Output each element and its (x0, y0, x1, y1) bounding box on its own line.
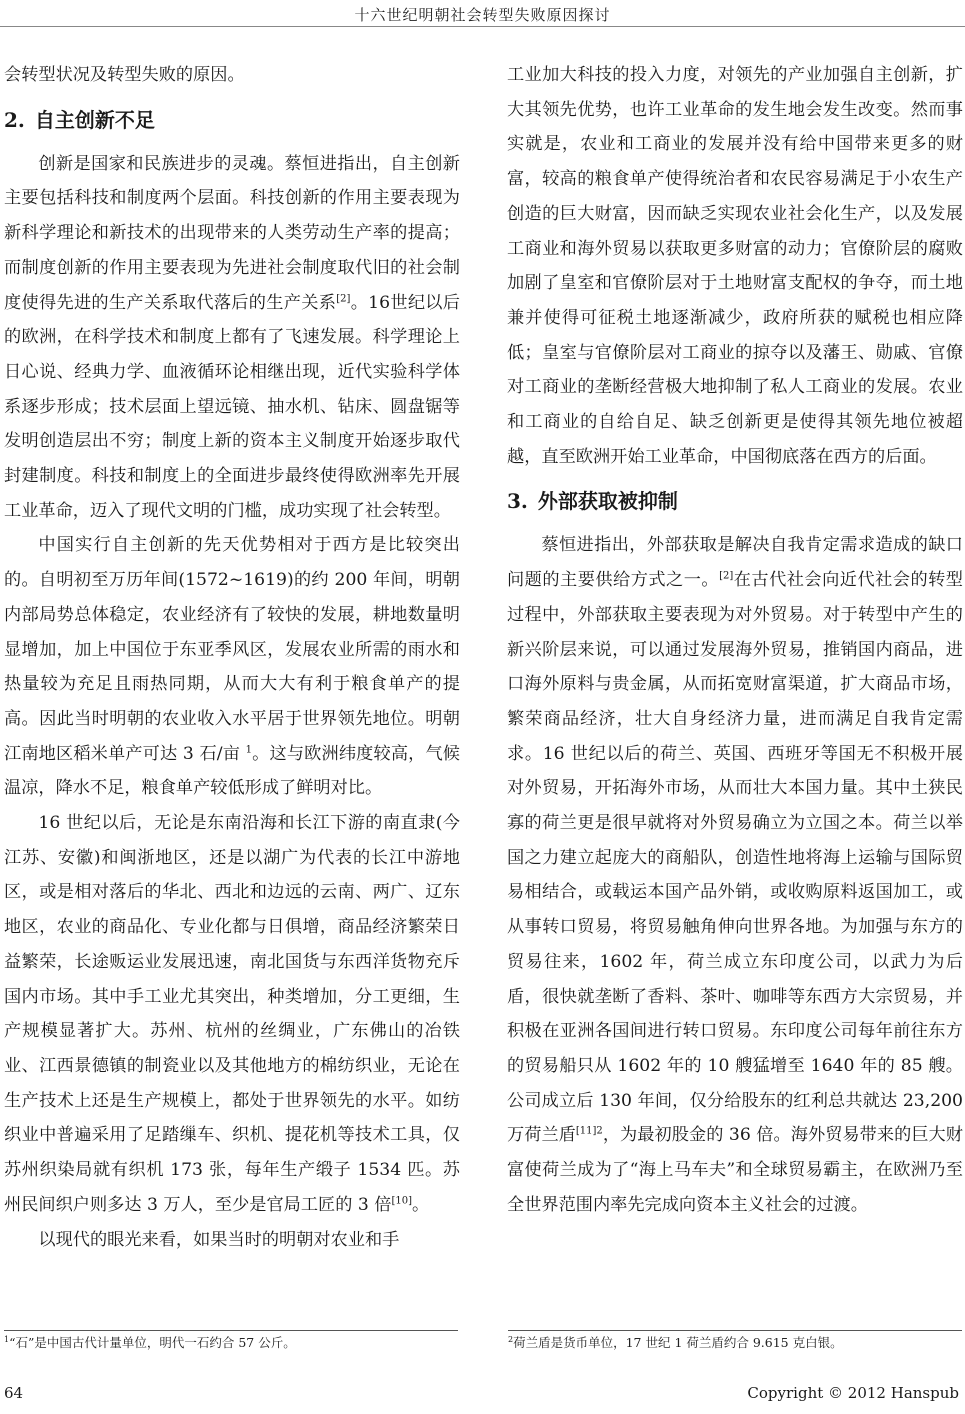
paragraph-text: 蔡恒进指出，外部获取是解决自我肯定需求造成的缺口问题的主要供给方式之一。 (507, 535, 963, 591)
footnote-text: 荷兰盾是货币单位，17 世纪 1 荷兰盾约合 9.615 克白银。 (513, 1335, 843, 1350)
continuation-text: 会转型状况及转型失败的原因。 (4, 65, 245, 85)
citation: [2] (719, 570, 734, 582)
footnote-2 (508, 1334, 964, 1352)
paragraph: 工业加大科技的投入力度，对领先的产业加强自主创新，扩大其领先优势，也许工业革命的发生地会发生改变。然而事实就是，农业和工商业的发展并没有给中国带来更多的财富，较高的粮食单产使得统治者和农民容易满足于小农生产创造的巨大财富，因而缺乏实现农业社会化生产，以及发展工商业和海外贸易以获取更多财富的动力；官僚阶层的腐败加剧了皇室和官僚阶层对于土地财富支配权的争夺，而土地兼并使得可征税土地逐渐减少，政府所获的赋税也相应降低；皇室与官僚阶层对工商业的掠夺以及藩王、勋戚、官僚对工商业的垄断经营极大地抑制了私人工商业的发展。农业和工商业的自给自足、缺乏创新更是使得其领先地位被超越，直至欧洲开始工业革命，中国彻底落在西方的后面。 (507, 65, 963, 467)
section-heading-3 (507, 484, 963, 518)
footnote-text: “石”是中国古代计量单位，明代一石约合 57 公斤。 (9, 1335, 296, 1350)
citation: [11]2 (575, 1125, 603, 1137)
paragraph-text: 。这与欧洲纬度较高，气候温凉，降水不足，粮食单产较低形成了鲜明对比。 (4, 743, 460, 799)
header-rule (0, 26, 965, 27)
paragraph-text: 。 (412, 1194, 430, 1215)
paragraph-text: 。16世纪以后的欧洲，在科学技术和制度上都有了飞速发展。科学理论上日心说、经典力学、血液循环论相继出现，近代实验科学体系逐步形成；技术层面上望远镜、抽水机、钻床、圆盘锯等发明创造层出不穷；制度上新的资本主义制度开始逐步取代封建制度。科技和制度上的全面进步最终使得欧洲率先开展工业革命，迈入了现代文明的门槛，成功实现了社会转型。 (4, 292, 460, 521)
copyright-notice: Copyright © 2012 Hanspub (747, 1384, 959, 1402)
footnote-ref: 1 (245, 743, 253, 755)
section-number: 2. (4, 107, 25, 132)
paragraph-text: ，为最初股金的 36 倍。海外贸易带来的巨大财富使荷兰成为了“海上马车夫”和全球贸易霸主，在欧洲乃至全世界范围内率先完成向资本主义社会的过渡。 (507, 1125, 963, 1215)
footnote-rule (508, 1330, 962, 1331)
section-heading-2 (4, 103, 460, 137)
footnote-mark: 2 (508, 1334, 514, 1344)
footnote-mark: 1 (4, 1334, 10, 1344)
right-column (507, 58, 963, 1223)
paragraph-text: 16 世纪以后，无论是东南沿海和长江下游的南直隶(今江苏、安徽)和闽浙地区，还是以湖广为代表的长江中游地区，或是相对落后的华北、西北和边远的云南、两广、辽东地区，农业的商品化、专业化都与日俱增，商品经济繁荣日益繁荣，长途贩运业发展迅速，南北国货与东西洋货物充斥国内市场。其中手工业尤其突出，种类增加，分工更细，生产规模显著扩大。苏州、杭州的丝绸业，广东佛山的冶铁业、江西景德镇的制瓷业以及其他地方的棉纺织业，无论在生产技术上还是生产规模上，都处于世界领先的水平。如纺织业中普遍采用了足踏缫车、织机、提花机等技术工具，仅苏州织染局就有织机 173 张，每年生产缎子 1534 匹。苏州民间织户则多达 3 万人，至少是官局工匠的 3 倍 (4, 813, 460, 1215)
citation: [10] (391, 1195, 413, 1207)
footnote-rule (4, 1330, 458, 1331)
running-header: 十六世纪明朝社会转型失败原因探讨 (354, 6, 611, 24)
paragraph-text: 中国实行自主创新的先天优势相对于西方是比较突出的。自明初至万历年间(1572~1619)的约 200 年间，明朝内部局势总体稳定，农业经济有了较快的发展，耕地数量明显增加，加上中国位于东亚季风区，发展农业所需的雨水和热量较为充足且雨热同期，从而大大有利于粮食单产的提高。因此当时明朝的农业收入水平居于世界领先地位。明朝江南地区稻米单产可达 3 石/亩 (4, 535, 460, 764)
paragraph-text: 在古代社会向近代社会的转型过程中，外部获取主要表现为对外贸易。对于转型中产生的新兴阶层来说，可以通过发展海外贸易，推销国内商品，进口海外原料与贵金属，从而拓宽财富渠道，扩大商品市场，繁荣商品经济，壮大自身经济力量，进而满足自我肯定需求。16 世纪以后的荷兰、英国、西班牙等国无不积极开展对外贸易，开拓海外市场，从而壮大本国力量。其中土狭民寡的荷兰更是很早就将对外贸易确立为立国之本。荷兰以举国之力建立起庞大的商船队，创造性地将海上运输与国际贸易相结合，或载运本国产品外销，或收购原料返国加工，或从事转口贸易，将贸易触角伸向世界各地。为加强与东方的贸易往来，1602 年，荷兰成立东印度公司，以武力为后盾，很快就垄断了香料、茶叶、咖啡等东西方大宗贸易，并积极在亚洲各国间进行转口贸易。东印度公司每年前往东方的贸易船只从 1602 年的 10 艘猛增至 1640 年的 85 艘。公司成立后 130 年间，仅分给股东的红利总共就达 23,200 万荷兰盾 (507, 570, 963, 1146)
citation: [2] (336, 292, 351, 304)
paragraph (4, 806, 460, 1222)
paragraph (4, 528, 460, 806)
paragraph (507, 528, 963, 1222)
section-title: 自主创新不足 (34, 107, 155, 132)
paragraph-text: 创新是国家和民族进步的灵魂。蔡恒进指出，自主创新主要包括科技和制度两个层面。科技创新的作用主要表现为新科学理论和新技术的出现带来的人类劳动生产率的提高；而制度创新的作用主要表现为先进社会制度取代旧的社会制度使得先进的生产关系取代落后的生产关系 (4, 153, 460, 313)
left-column (4, 58, 460, 1257)
page-number: 64 (4, 1384, 24, 1402)
section-title: 外部获取被抑制 (537, 489, 678, 514)
paragraph: 以现代的眼光来看，如果当时的明朝对农业和手 (38, 1229, 400, 1250)
paragraph (4, 147, 460, 529)
section-number: 3. (507, 489, 528, 514)
footnote-1 (4, 1334, 460, 1352)
